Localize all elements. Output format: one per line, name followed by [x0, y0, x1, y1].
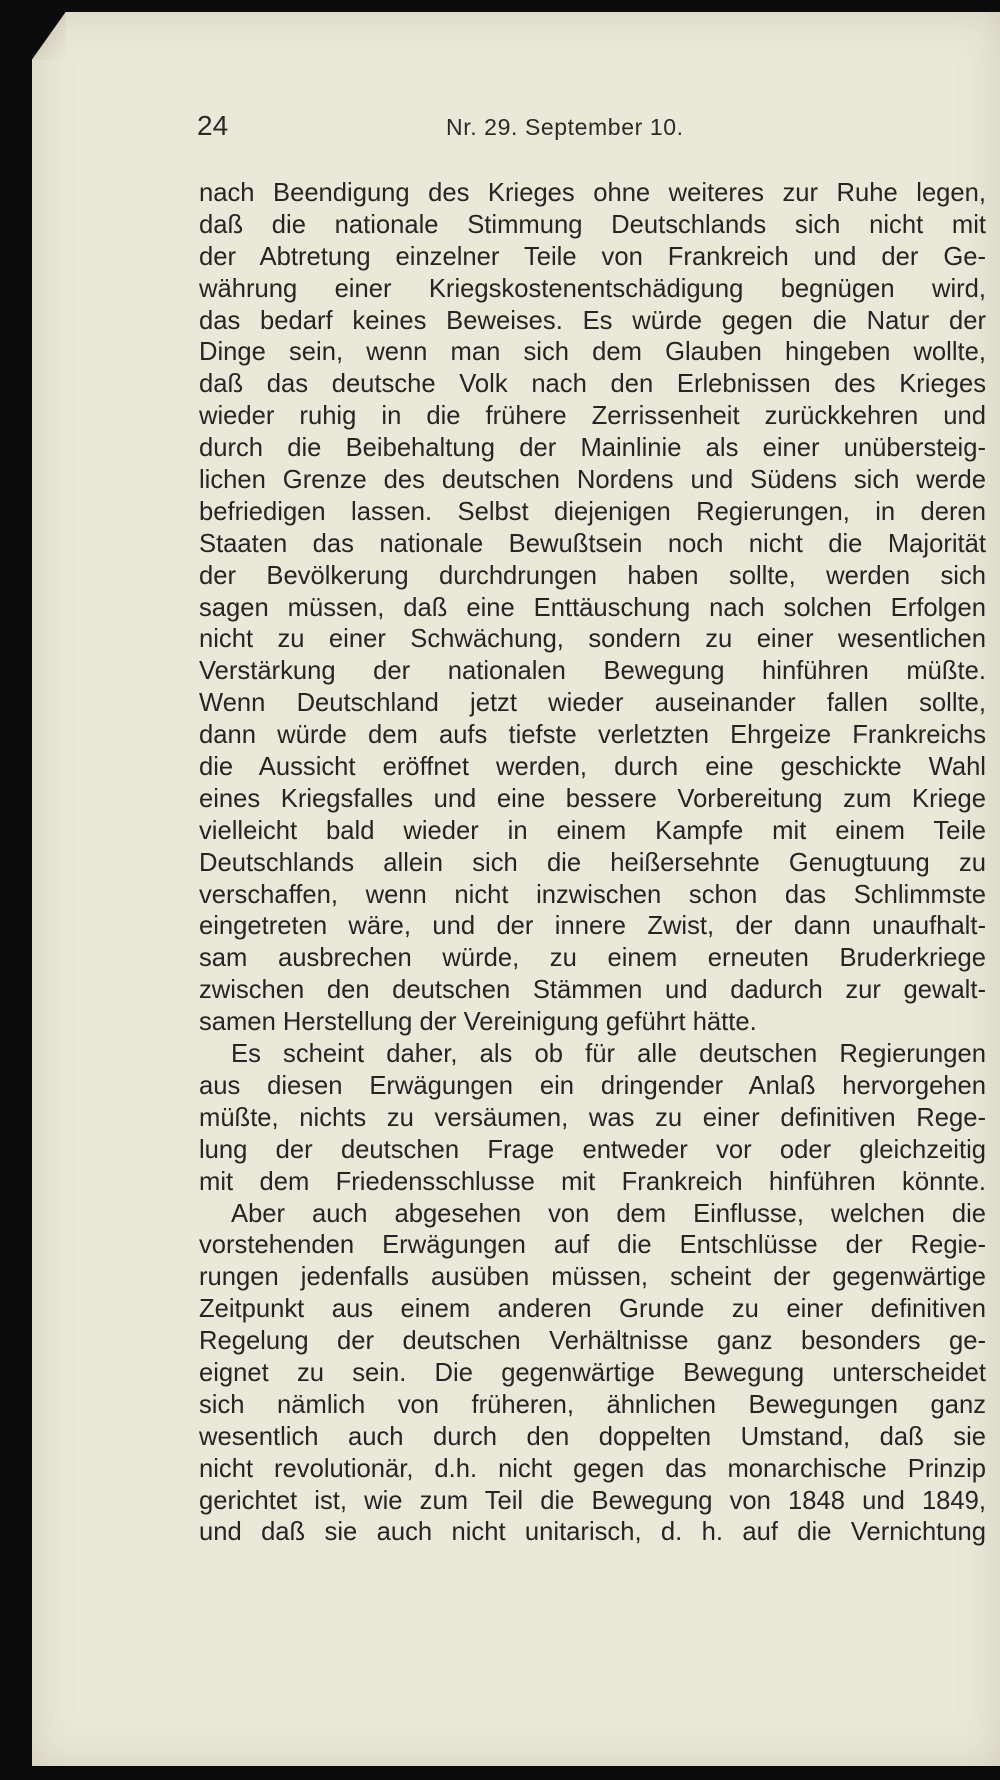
text-line: der Abtretung einzelner Teile von Frankreich und der Ge-: [199, 242, 986, 271]
text-line: verschaffen, wenn nicht inzwischen schon das Schlimmste: [199, 880, 986, 909]
text-line: dann würde dem aufs tiefste verletzten Ehrgeize Frankreichs: [199, 721, 986, 750]
text-line: Verstärkung der nationalen Bewegung hinführen müßte.: [199, 657, 986, 686]
running-head: Nr. 29. September 10.: [446, 114, 684, 140]
text-line: und daß sie auch nicht unitarisch, d. h. auf die Vernichtung: [199, 1518, 986, 1547]
text-line: befriedigen lassen. Selbst diejenigen Regierungen, in deren: [199, 497, 986, 526]
text-line: lichen Grenze des deutschen Nordens und Südens sich werde: [199, 466, 986, 495]
text-line: sam ausbrechen würde, zu einem erneuten Bruderkriege: [199, 944, 986, 973]
text-line: eines Kriegsfalles und eine bessere Vorbereitung zum Kriege: [199, 784, 986, 813]
text-line: eignet zu sein. Die gegenwärtige Bewegung unterscheidet: [199, 1358, 986, 1387]
text-line: Dinge sein, wenn man sich dem Glauben hingeben wollte,: [199, 338, 986, 367]
text-line: Deutschlands allein sich die heißersehnte Genugtuung zu: [199, 848, 986, 877]
text-line: gerichtet ist, wie zum Teil die Bewegung von 1848 und 1849,: [199, 1486, 986, 1515]
text-line: müßte, nichts zu versäumen, was zu einer definitiven Rege-: [199, 1103, 986, 1132]
text-line: währung einer Kriegskostenentschädigung begnügen wird,: [199, 274, 986, 303]
text-line: Staaten das nationale Bewußtsein noch nicht die Majorität: [199, 529, 986, 558]
text-line: durch die Beibehaltung der Mainlinie als einer unübersteig-: [199, 434, 986, 463]
text-line: wieder ruhig in die frühere Zerrissenheit zurückkehren und: [199, 402, 986, 431]
text-line: vielleicht bald wieder in einem Kampfe mit einem Teile: [199, 816, 986, 845]
text-line: vorstehenden Erwägungen auf die Entschlüsse der Regie-: [199, 1231, 986, 1260]
text-line: nach Beendigung des Krieges ohne weiteres zur Ruhe legen,: [199, 179, 986, 207]
body-text: [199, 178, 986, 1549]
text-line: sich nämlich von früheren, ähnlichen Bewegungen ganz: [199, 1390, 986, 1419]
paragraph-end-line: samen Herstellung der Vereinigung geführt hätte.: [199, 1008, 757, 1037]
text-line: Wenn Deutschland jetzt wieder auseinander fallen sollte,: [199, 689, 986, 718]
text-line: aus diesen Erwägungen ein dringender Anlaß hervorgehen: [199, 1071, 986, 1100]
text-line: der Bevölkerung durchdrungen haben sollte, werden sich: [199, 561, 986, 590]
page-header: [197, 108, 757, 154]
text-line: die Aussicht eröffnet werden, durch eine geschickte Wahl: [199, 753, 986, 782]
text-line: nicht revolutionär, d.h. nicht gegen das monarchische Prinzip: [199, 1454, 986, 1483]
text-line: Regelung der deutschen Verhältnisse ganz besonders ge-: [199, 1327, 986, 1356]
text-line: rungen jedenfalls ausüben müssen, scheint der gegenwärtige: [199, 1263, 986, 1292]
paragraph-end-line: mit dem Friedensschlusse mit Frankreich hinführen könnte.: [199, 1167, 986, 1196]
text-line: daß das deutsche Volk nach den Erlebnissen des Krieges: [199, 370, 986, 399]
text-line: das bedarf keines Beweises. Es würde gegen die Natur der: [199, 306, 986, 335]
text-line: Zeitpunkt aus einem anderen Grunde zu einer definitiven: [199, 1295, 986, 1324]
page-number: 24: [197, 110, 229, 141]
text-line: wesentlich auch durch den doppelten Umstand, daß sie: [199, 1422, 986, 1451]
text-line: daß die nationale Stimmung Deutschlands sich nicht mit: [199, 210, 986, 239]
text-line: eingetreten wäre, und der innere Zwist, der dann unaufhalt-: [199, 912, 986, 941]
corner-fold: [32, 12, 66, 60]
paragraph-start-line: Aber auch abgesehen von dem Einflusse, welchen die: [231, 1199, 986, 1228]
text-line: lung der deutschen Frage entweder vor oder gleichzeitig: [199, 1135, 986, 1164]
paragraph-start-line: Es scheint daher, als ob für alle deutschen Regierungen: [231, 1040, 986, 1069]
text-line: sagen müssen, daß eine Enttäuschung nach solchen Erfolgen: [199, 593, 986, 622]
text-line: nicht zu einer Schwächung, sondern zu einer wesentlichen: [199, 625, 986, 654]
text-line: zwischen den deutschen Stämmen und dadurch zur gewalt-: [199, 976, 986, 1005]
document-page: [32, 12, 1000, 1766]
